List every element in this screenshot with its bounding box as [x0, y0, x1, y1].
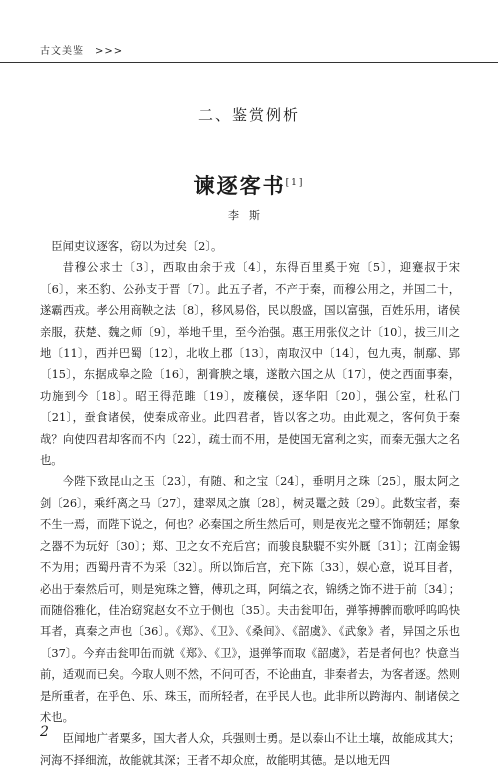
essay-title-note: [1] [285, 178, 305, 188]
paragraph: 昔穆公求士〔3〕，西取由余于戎〔4〕，东得百里奚于宛〔5〕，迎蹇叔于宋〔6〕，来丕豹、公孙支于晋〔7〕。此五子者，不产于秦，而穆公用之，并国二十，遂霸西戎。孝公用商鞅之法〔8〕，移风易俗，民以殷盛，国以富强，百姓乐用，诸侯亲服，获楚、魏之师〔9〕，举地千里，至今治强。惠王用张仪之计〔10〕，拔三川之地〔11〕，西并巴蜀〔12〕，北收上郡〔13〕，南取汉中〔14〕，包九夷，制鄢、郢〔15〕，东据成皋之险〔16〕，割膏腴之壤，遂散六国之从〔17〕，使之西面事秦，功施到今〔18〕。昭王得范雎〔19〕，废穰侯，逐华阳〔20〕，强公室，杜私门〔21〕，蚕食诸侯，使秦成帝业。此四君者，皆以客之功。由此观之，客何负于秦哉？向使四君却客而不内〔22〕，疏士而不用，是使国无富利之实，而秦无强大之名也。 [40, 261, 460, 468]
paragraph: 臣闻地广者粟多，国大者人众，兵强则士勇。是以泰山不让土壤，故能成其大；河海不择细流，故能就其深；王者不却众庶，故能明其德。是以地无四 [40, 732, 460, 767]
running-header: 古文美鉴 >>> [40, 46, 124, 57]
essay-author: 李斯 [228, 209, 270, 222]
page-number: 2 [40, 724, 49, 740]
section-title: 二、鉴赏例析 [197, 106, 300, 124]
essay-title-text: 谏逐客书 [193, 173, 286, 198]
essay-body [40, 236, 460, 771]
header-rule [0, 62, 498, 63]
essay-title [0, 170, 498, 200]
paragraph: 今陛下致昆山之玉〔23〕，有随、和之宝〔24〕，垂明月之珠〔25〕，服太阿之剑〔26〕，乘纤离之马〔27〕，建翠凤之旗〔28〕，树灵鼍之鼓〔29〕。此数宝者，秦不生一焉，而陛下说之，何也？必秦国之所生然后可，则是夜光之璧不饰朝廷；犀象之器不为玩好〔30〕；郑、卫之女不充后宫；而骏良駃騠不实外厩〔31〕；江南金锡不为用；西蜀丹青不为采〔32〕。所以饰后宫，充下陈〔33〕，娱心意，说耳目者，必出于秦然后可，则是宛珠之簪，傅玑之珥，阿缟之衣，锦绣之饰不进于前〔34〕；而随俗雅化，佳冶窈窕赵女不立于侧也〔35〕。夫击瓮叩缶，弹筝搏髀而歌呼呜呜快耳者，真秦之声也〔36〕。《郑》、《卫》、《桑间》、《韶虞》、《武象》者，异国之乐也〔37〕。今弃击瓮叩缶而就《郑》、《卫》，退弹筝而取《韶虞》，若是者何也？快意当前，适观而已矣。今取人则不然，不问可否，不论曲直，非秦者去，为客者逐。然则是所重者，在乎色、乐、珠玉，而所轻者，在乎民人也。此非所以跨海内、制诸侯之术也。 [40, 475, 460, 724]
paragraph: 臣闻吏议逐客，窃以为过矣〔2〕。 [51, 240, 223, 253]
